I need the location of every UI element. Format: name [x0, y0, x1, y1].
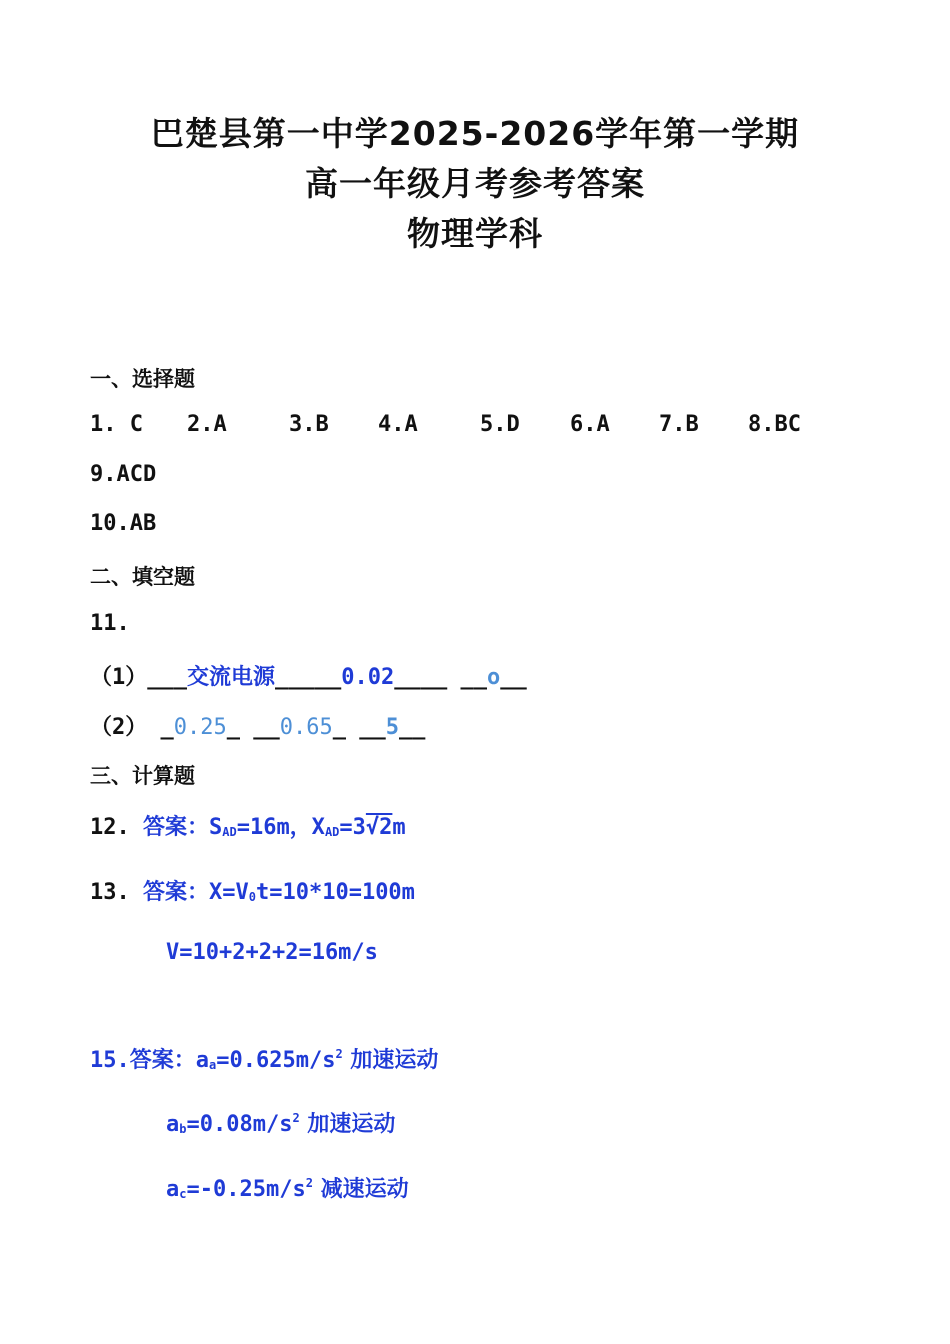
answer-5: 5.D — [480, 412, 520, 437]
title-school-term: 巴楚县第一中学2025-2026学年第一学期 — [150, 114, 800, 153]
fill-answer: o — [486, 665, 501, 690]
answer-2: 2.A — [187, 412, 227, 437]
question-11-label: 11. — [90, 611, 130, 636]
question-13-line-2: V=10+2+2+2=16m/s — [166, 940, 378, 965]
blank-line: __ — [398, 715, 426, 740]
section-heading-fill: 二、填空题 — [90, 565, 195, 589]
question-13 — [90, 875, 415, 906]
question-11-part-2 — [90, 710, 425, 741]
fill-answer: 0.65 — [279, 715, 333, 740]
blank-line: __ — [500, 665, 527, 690]
title-exam: 高一年级月考参考答案 — [305, 164, 645, 203]
title-subject: 物理学科 — [407, 214, 543, 253]
question-number: 12. — [90, 815, 130, 840]
answer-4: 4.A — [378, 412, 418, 437]
part-label: （2） — [90, 715, 148, 740]
blank-line: _____ — [275, 665, 342, 690]
part-label: （1） — [90, 665, 148, 690]
answer-10: 10.AB — [90, 511, 157, 536]
question-15-line-b: $a_b=0.08m/s^2$ 加速运动 — [166, 1111, 396, 1137]
blank-line: _ __ — [332, 715, 386, 740]
fill-answer: 5 — [385, 715, 399, 740]
answer-1: 1. C — [90, 412, 143, 437]
fill-answer: 0.02 — [341, 665, 395, 690]
answer-9: 9.ACD — [90, 462, 157, 487]
answer-6: 6.A — [570, 412, 610, 437]
question-number: 13. — [90, 880, 130, 905]
blank-line: ___ — [147, 665, 187, 690]
blank-line: _ — [147, 715, 174, 740]
answer-3: 3.B — [289, 412, 329, 437]
fill-answer: 交流电源 — [187, 665, 276, 690]
question-12 — [90, 810, 406, 841]
choice-answers-row — [90, 412, 850, 442]
answer-7: 7.B — [659, 412, 699, 437]
blank-line: _ __ — [226, 715, 280, 740]
question-15: 15.答案：$a_a=0.625m/s^2$ 加速运动 — [90, 1047, 439, 1073]
fill-answer: 0.25 — [173, 715, 227, 740]
section-heading-calc: 三、计算题 — [90, 764, 195, 788]
question-15-line-c: $a_c=-0.25m/s^2$ 减速运动 — [166, 1176, 409, 1202]
answer-8: 8.BC — [748, 412, 801, 437]
blank-line: ____ __ — [394, 665, 487, 690]
section-heading-choice: 一、选择题 — [90, 367, 195, 391]
question-11-part-1 — [90, 660, 527, 691]
answer-text: 答案：$S_{AD}=16m$，$X_{AD}=3√2m$ — [143, 815, 406, 840]
answer-text: 答案：$X=V_0t=10*10=100m$ — [143, 880, 415, 905]
